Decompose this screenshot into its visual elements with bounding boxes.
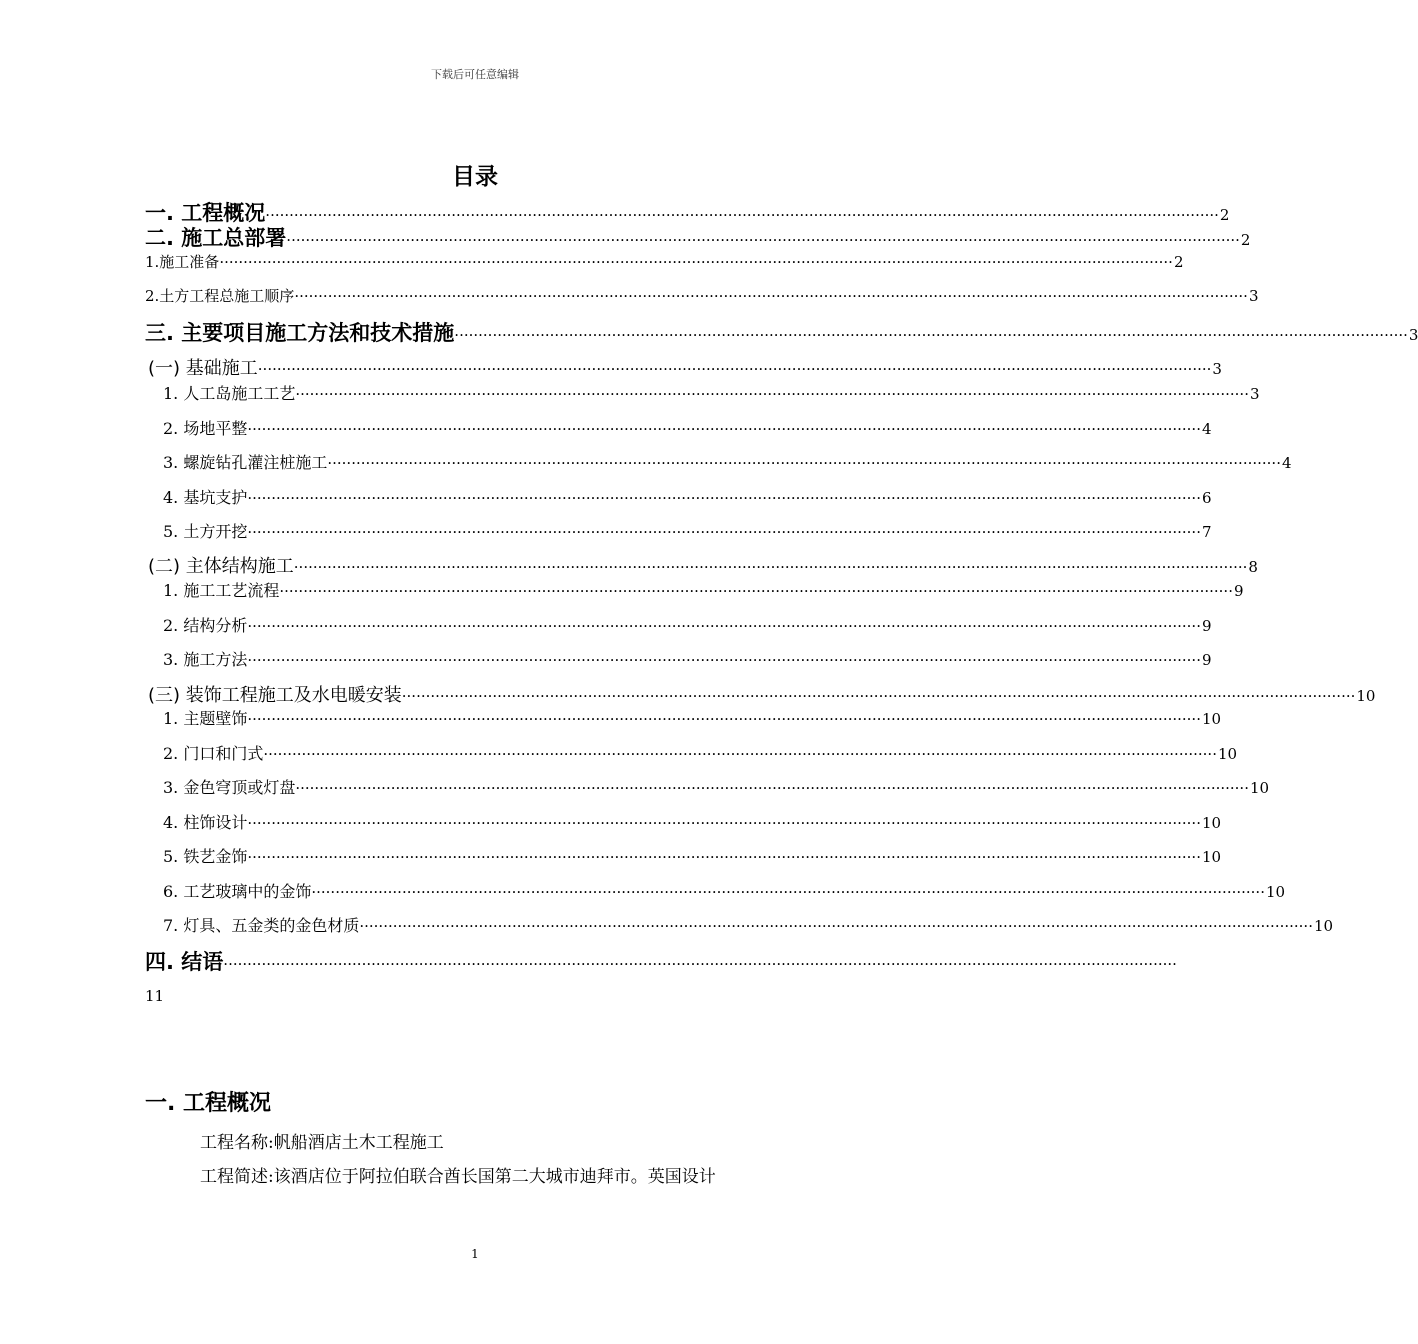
toc-entry[interactable]: [148, 354, 1222, 380]
toc-entry[interactable]: [163, 613, 1212, 636]
toc-leader-dots: ········································································································································································································: [247, 420, 1201, 438]
toc-entry-label: 5. 土方开挖: [163, 522, 248, 541]
toc-entry[interactable]: [163, 879, 1286, 902]
toc-title: 目录: [452, 164, 498, 190]
section-heading: 一. 工程概况: [145, 1091, 272, 1116]
toc-entry[interactable]: [163, 485, 1212, 508]
toc-entry-label: 三. 主要项目施工方法和技术措施: [145, 321, 455, 345]
toc-entry-label: 6. 工艺玻璃中的金饰: [163, 882, 312, 901]
toc-leader-dots: ········································································································································································································: [247, 651, 1201, 669]
toc-entry-label: 2. 场地平整: [163, 419, 248, 438]
page-number: 1: [471, 1247, 479, 1261]
toc-leader-dots: ········································································································································································································: [286, 231, 1240, 249]
toc-leader-dots: ········································································································································································································: [359, 917, 1313, 935]
toc-leader-dots: ········································································································································································································: [247, 523, 1201, 541]
toc-leader-dots: ········································································································································································································: [219, 253, 1173, 271]
toc-entry-label: 2. 结构分析: [163, 616, 248, 635]
toc-entry-label: 一. 工程概况: [145, 201, 266, 225]
toc-leader-dots: ········································································································································································································: [263, 745, 1217, 763]
toc-leader-dots: ········································································································································································································: [247, 848, 1201, 866]
toc-leader-dots: ········································································································································································································: [247, 710, 1201, 728]
toc-entry[interactable]: [145, 251, 1184, 272]
toc-entry-page: 4: [1201, 420, 1212, 438]
toc-entry-label: 1. 施工工艺流程: [163, 581, 280, 600]
toc-entry-label: 3. 施工方法: [163, 650, 248, 669]
toc-entry[interactable]: [145, 222, 1251, 252]
toc-entry[interactable]: [163, 741, 1238, 764]
toc-leader-dots: ········································································································································································································: [295, 779, 1249, 797]
toc-entry-page: 11: [145, 987, 165, 1005]
toc-entry-page: 10: [1217, 745, 1238, 763]
toc-entry-page: 3: [1212, 360, 1222, 378]
toc-entry-page: 3: [1249, 385, 1260, 403]
toc-entry-label: 4. 柱饰设计: [163, 813, 248, 832]
toc-entry[interactable]: [163, 578, 1244, 601]
toc-entry-page: 4: [1281, 454, 1292, 472]
toc-leader-dots: ········································································································································································································: [279, 582, 1233, 600]
toc-leader-dots: ········································································································································································································: [247, 617, 1201, 635]
toc-entry-page: 3: [1248, 287, 1259, 305]
toc-entry-page: 2: [1219, 206, 1230, 224]
toc-entry-page: 10: [1313, 917, 1334, 935]
toc-entry-label: 7. 灯具、五金类的金色材质: [163, 916, 360, 935]
toc-entry[interactable]: [145, 285, 1259, 306]
paragraph: 工程简述:该酒店位于阿拉伯联合酋长国第二大城市迪拜市。英国设计: [200, 1167, 716, 1187]
toc-entry-page: 10: [1201, 710, 1222, 728]
toc-leader-dots: ········································································································································································································: [247, 814, 1201, 832]
toc-leader-dots: ········································································································································································································: [295, 385, 1249, 403]
toc-entry[interactable]: [163, 381, 1260, 404]
toc-leader-dots: ········································································································································································································: [311, 883, 1265, 901]
toc-leader-dots: ········································································································································································································: [223, 955, 1177, 973]
toc-entry[interactable]: [163, 844, 1222, 867]
toc-entry-label: 1. 人工岛施工工艺: [163, 384, 296, 403]
toc-entry-label: 2.土方工程总施工顺序: [145, 287, 295, 305]
toc-entry[interactable]: [148, 552, 1258, 578]
toc-entry-page: 9: [1201, 617, 1212, 635]
toc-entry[interactable]: [148, 681, 1376, 707]
toc-entry-page: 2: [1173, 253, 1184, 271]
toc-entry-label: (三) 装饰工程施工及水电暖安装: [148, 685, 402, 706]
toc-entry-label: 二. 施工总部署: [145, 226, 287, 250]
toc-entry[interactable]: [163, 450, 1292, 473]
toc-entry-label: 1. 主题壁饰: [163, 709, 248, 728]
toc-entry-page: 9: [1233, 582, 1244, 600]
toc-entry-page: 3: [1408, 326, 1418, 344]
toc-entry[interactable]: [163, 706, 1222, 729]
toc-entry-page: 7: [1201, 523, 1212, 541]
toc-entry-page: 2: [1240, 231, 1251, 249]
toc-entry-label: 3. 螺旋钻孔灌注桩施工: [163, 453, 328, 472]
toc-entry-label: 4. 基坑支护: [163, 488, 248, 507]
toc-entry-page: 8: [1248, 558, 1258, 576]
toc-entry[interactable]: [163, 913, 1334, 936]
toc-leader-dots: ········································································································································································································: [247, 489, 1201, 507]
toc-entry[interactable]: [145, 946, 1177, 976]
toc-leader-dots: ········································································································································································································: [265, 206, 1219, 224]
toc-entry-page: 10: [1201, 848, 1222, 866]
toc-leader-dots: ········································································································································································································: [293, 558, 1248, 576]
toc-entry-label: 5. 铁艺金饰: [163, 847, 248, 866]
toc-entry-label: 2. 门口和门式: [163, 744, 264, 763]
toc-entry-page: 10: [1201, 814, 1222, 832]
toc-entry[interactable]: [145, 317, 1418, 347]
toc-entry-page: 10: [1356, 687, 1376, 705]
toc-leader-dots: ········································································································································································································: [401, 687, 1356, 705]
toc-entry-label: 3. 金色穹顶或灯盘: [163, 778, 296, 797]
toc-entry[interactable]: [163, 416, 1212, 439]
toc-entry[interactable]: [163, 647, 1212, 670]
header-note: 下载后可任意编辑: [431, 68, 519, 81]
toc-leader-dots: ········································································································································································································: [294, 287, 1248, 305]
toc-leader-dots: ········································································································································································································: [327, 454, 1281, 472]
toc-entry-page: 6: [1201, 489, 1212, 507]
toc-entry-page: 10: [1249, 779, 1270, 797]
toc-entry-page: 9: [1201, 651, 1212, 669]
toc-leader-dots: ········································································································································································································: [454, 326, 1408, 344]
toc-entry-label: (一) 基础施工: [148, 358, 258, 379]
toc-entry[interactable]: [163, 775, 1270, 798]
toc-entry-page: 10: [1265, 883, 1286, 901]
toc-entry-label: (二) 主体结构施工: [148, 556, 294, 577]
toc-entry[interactable]: [163, 810, 1222, 833]
toc-leader-dots: ········································································································································································································: [257, 360, 1212, 378]
toc-entry-label: 1.施工准备: [145, 253, 220, 271]
paragraph: 工程名称:帆船酒店土木工程施工: [200, 1133, 444, 1153]
toc-entry[interactable]: [163, 519, 1212, 542]
toc-entry-label: 四. 结语: [145, 950, 224, 974]
